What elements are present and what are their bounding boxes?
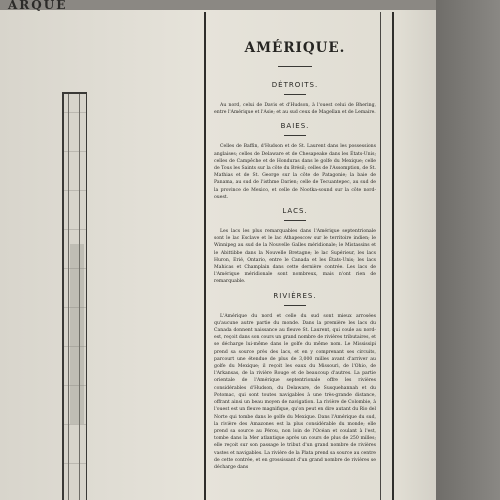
section-rule (284, 94, 306, 95)
page-edge-shadow (436, 0, 500, 500)
map-shading (70, 244, 84, 424)
page-title: AMÉRIQUE. (244, 40, 346, 56)
section-detroits (214, 81, 376, 116)
page-header-strip (0, 0, 500, 10)
section-text: Celles de Baffin, d'Hudson et de St. Laurent dans les possessions anglaises; celles de Delaware et de Chesapeake dans les États-Unis; celles de Campêche et de Honduras dans le golfe du Mexique; celle de Tous les Saints sur la côte du Brésil; celles de l'Assomption, de St. Mathias et de St. George sur la côte de Patagonie; la baie de Panama, au sud de l'isthme Darien; celle de Tecuantepec, au sud de la province de Mexico, et celle de Nootka-sound sur la côte nord-ouest. (214, 144, 376, 200)
section-lacs (214, 207, 376, 286)
map-fragment (62, 92, 87, 500)
section-rule (284, 305, 306, 306)
section-rule (284, 220, 306, 221)
section-text: L'Amérique du nord et celle du sud sont mieux arrosées qu'aucune autre partie du monde. Dans la première les lacs du Canada donnent naissance au fleuve St. Laurent, qui coule au nord-est, reçoit dans son cours un grand nombre de rivières tributaires, et se décharge lui-même dans le golfe du même nom. Le Mississipi prend sa source près des lacs, et en y comprenant ses circuits, parcourt une étendue de plus de 3,000 milles avant d'arriver au golfe du Mexique; il reçoit les eaux du Missouri, de l'Ohio, de l'Arkansas, de la rivière Rouge et de beaucoup d'autres. La partie orientale de l'Amérique septentrionale offre les rivières considérables d'Hudson, du Delaware, de Susquehannah et du Potomac, qui sont toutes navigables à une très-grande distance, offrant ainsi un beau moyen de navigation. La rivière de Colombie, à l'ouest est un fleuve magnifique, qu'on peut en dire autant du Rio del Norte qui tombe dans le golfe du Mexique. Dans l'Amérique du sud, la rivière des Amazones est la plus considérable du monde; elle prend sa source au Pérou, non loin de l'Océan et coulant à l'est, tombe dans la Mer atlantique après un cours de plus de 250 milles; elle reçoit sur son passage le tribut d'un grand nombre de rivières vastes et navigables. La rivière de la Plata prend sa source au centre de cette contrée, et en grossissant d'un grand nombre de rivières se décharge dans (214, 313, 376, 470)
section-heading: LACS. (282, 207, 308, 216)
section-rivieres (214, 292, 376, 471)
section-rule (284, 135, 306, 136)
section-heading: BAIES. (280, 122, 310, 131)
section-text: Au nord, celui de Davis et d'Hudson, à l'ouest celui de Bhering, entre l'Amérique et l'Asie; et au sud ceux de Magellan et de Lemaire. (214, 103, 376, 116)
header-mark: ARQUE (8, 0, 68, 12)
title-rule (278, 66, 312, 67)
text-column (214, 40, 376, 477)
section-text: Les lacs les plus remarquables dans l'Amérique septentrionale sont le lac Esclave et le lac Athapescow sur le territoire indien; le Winnipeg au sud de la Nouvelle Galles méridionale; le Mistassins et le Abittibbe dans la Nouvelle Bretagne; le lac Supérieur, les lacs Huron, Erié, Ontario, entre le Canada et les États-Unis; les lacs Mahicas et Champlain dans cette dernière contrée. Les lacs de l'Amérique méridionale sont nombreux, mais n'ont rien de remarquable. (214, 229, 376, 285)
section-baies (214, 122, 376, 201)
section-heading: RIVIÈRES. (273, 291, 317, 300)
section-heading: DÉTROITS. (271, 81, 319, 89)
